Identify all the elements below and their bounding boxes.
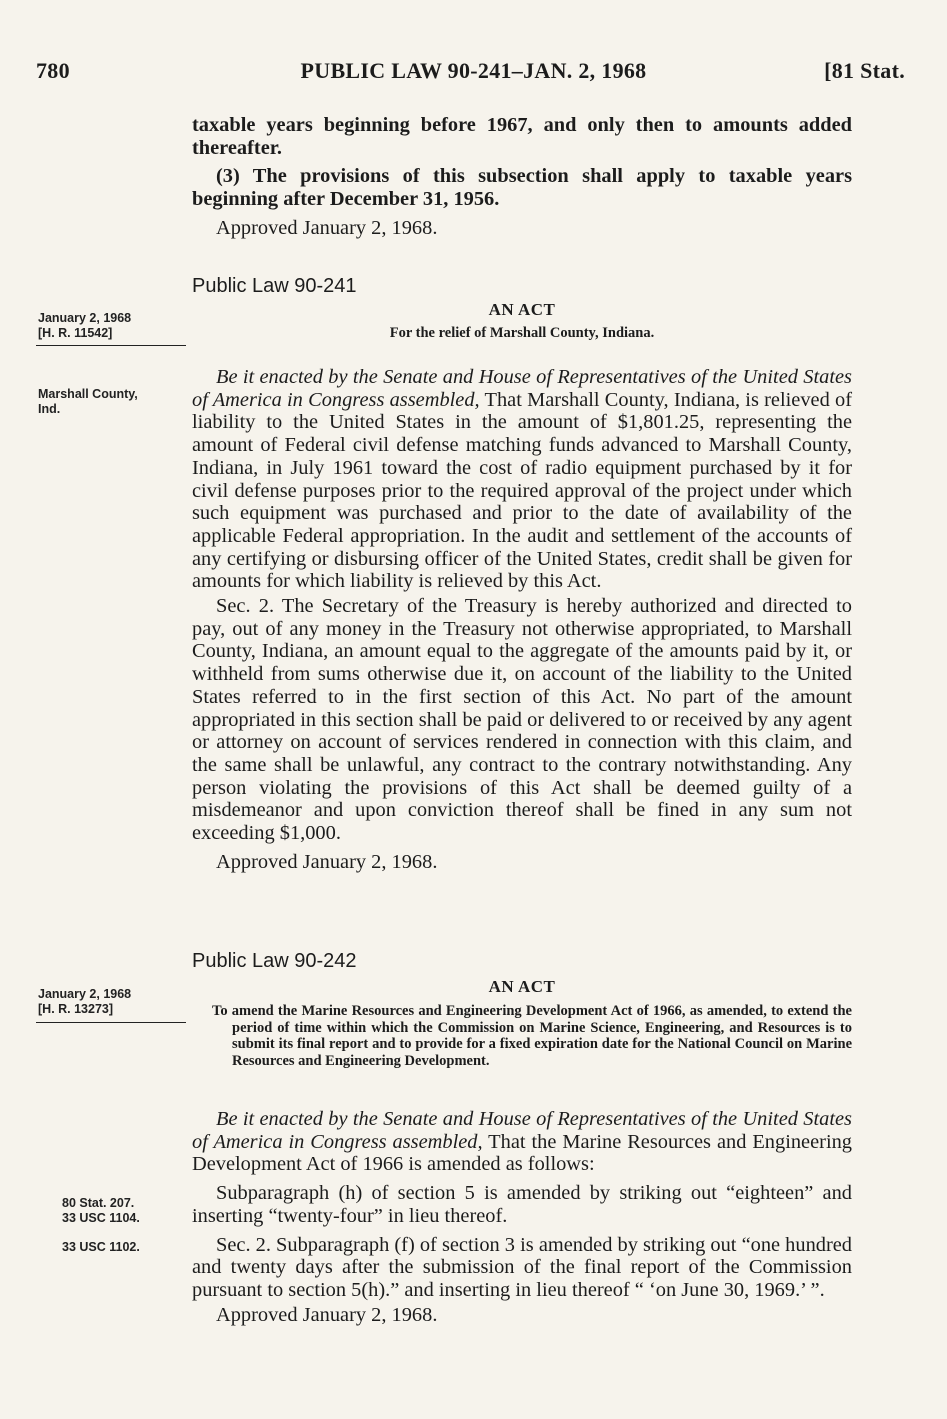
margin-date: January 2, 1968 — [38, 311, 132, 325]
pl-90-242-approved: Approved January 2, 1968. — [216, 1303, 438, 1326]
pl-90-241-purpose: For the relief of Marshall County, Indiana. — [389, 325, 655, 341]
page-number: 780 — [36, 58, 70, 83]
pl-90-241-title-wrap — [192, 275, 852, 298]
margin-date: January 2, 1968 — [38, 987, 132, 1001]
pl-90-242-margin-date — [38, 987, 131, 1017]
margin-stat-ref: 80 Stat. 207. — [62, 1196, 135, 1210]
section-1-text: That Marshall County, Indiana, is relieved of liability to the United States in the amount of $1,801.25, representing the amount of Federal civil defense matching funds advanced to Marshall County, Indiana, in July 1961 toward the cost of radio equipment purchased by it for civil defense purposes prior to the required approval of the project under which such equipment was purchased and prior to the date of availability of the applicable Federal appropriation. In the audit and settlement of the accounts of any certifying or disbursing officer of the United States, credit shall be given for amounts for which liability is relieved by this Act. — [192, 388, 852, 593]
pl-90-242-body — [192, 1108, 852, 1327]
statute-reference: [81 Stat. — [824, 58, 905, 83]
pl-90-241-body — [192, 366, 852, 874]
running-title: PUBLIC LAW 90-241–JAN. 2, 1968 — [300, 58, 647, 83]
pl-90-242-subparagraph-h: Subparagraph (h) of section 5 is amended by striking out “eighteen” and inserting “twenty-four” in lieu thereof. — [192, 1182, 852, 1227]
pl-90-241-an-act: AN ACT — [488, 300, 556, 319]
pl-90-242-an-act: AN ACT — [488, 977, 556, 996]
enacting-rest: That the Marine Resources and Engineering Development Act of 1966 is amended as follows: — [192, 1130, 852, 1176]
pl-90-242-margin-ref-2: 33 USC 1102. — [62, 1240, 140, 1254]
margin-bill-number: [H. R. 11542] — [38, 326, 113, 340]
enacting-clause: Be it enacted by the Senate and House of Representatives of the United States of America in Congress assembled, — [192, 366, 852, 411]
pl-90-241-margin-subject — [38, 387, 138, 417]
pl-90-242-title-wrap — [192, 950, 852, 973]
margin-bill-number: [H. R. 13273] — [38, 1002, 114, 1016]
margin-subject-line-2: Ind. — [38, 402, 61, 416]
margin-rule — [36, 1022, 186, 1023]
pl-90-241-approved: Approved January 2, 1968. — [216, 850, 438, 873]
pl-90-242-section-2: Sec. 2. Subparagraph (f) of section 3 is amended by striking out “one hundred and twenty days after the submission of the final report of the Commission pursuant to section 5(h).” and inserting in lieu thereof “ ‘on June 30, 1969.’ ”. — [192, 1233, 852, 1301]
margin-rule — [36, 345, 186, 346]
margin-subject-line-1: Marshall County, — [38, 387, 138, 401]
pl-90-242-margin-ref-1 — [62, 1196, 140, 1226]
pl-90-241-section-1 — [192, 366, 852, 593]
pl-90-241-title: Public Law 90-241 — [192, 275, 357, 297]
previous-law-subsection-3: (3) The provisions of this subsection shall apply to taxable years beginning after December 31, 1956. — [192, 165, 852, 211]
pl-90-242-purpose: To amend the Marine Resources and Engineering Development Act of 1966, as amended, to extend the period of time within which the Commission on Marine Science, Engineering, and Resources is to submit its final report and to provide for a fixed expiration date for the National Council on Marine Resources and Engineering Development. — [212, 1003, 852, 1069]
pl-90-242-title: Public Law 90-242 — [192, 950, 357, 972]
pl-90-242-enacting — [192, 1108, 852, 1176]
pl-90-241-margin-date — [38, 311, 131, 341]
margin-usc-ref: 33 USC 1104. — [62, 1211, 140, 1225]
previous-law-paragraph: taxable years beginning before 1967, and only then to amounts added thereafter. — [192, 114, 852, 159]
previous-law-approved: Approved January 2, 1968. — [216, 216, 438, 239]
previous-law-ending — [192, 114, 852, 240]
pl-90-241-section-2: Sec. 2. The Secretary of the Treasury is hereby authorized and directed to pay, out of any money in the Treasury not otherwise appropriated, to Marshall County, Indiana, an amount equal to the aggregate of the amounts paid by it, or withheld from sums otherwise due it, on account of the liability to the United States referred to in the first section of this Act. No part of the amount appropriated in this section shall be paid or delivered to or received by any agent or attorney on account of services rendered in connection with this claim, and the same shall be unlawful, any contract to the contrary notwithstanding. Any person violating the provisions of this Act shall be deemed guilty of a misdemeanor and upon conviction thereof shall be fined in any sum not exceeding $1,000. — [192, 595, 852, 845]
enacting-clause: Be it enacted by the Senate and House of Representatives of the United States of America in Congress assembled, — [192, 1108, 852, 1153]
